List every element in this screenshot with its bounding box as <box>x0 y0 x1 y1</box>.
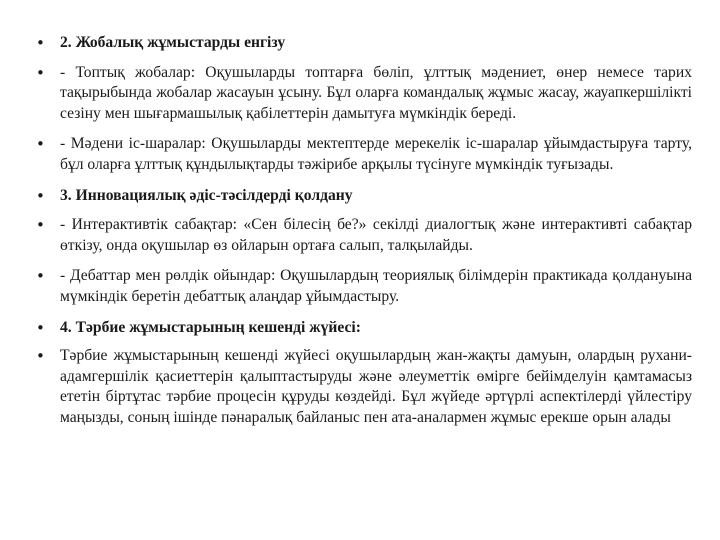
bullet-icon: • <box>36 318 45 337</box>
section-heading-text: 2. Жобалық жұмыстарды енгізу <box>60 34 286 51</box>
section-heading-text: 3. Инновациялық әдіс-тәсілдерді қолдану <box>60 186 353 204</box>
list-item-upbringing-description <box>36 346 692 428</box>
list-item-text: - Интерактивтік сабақтар: «Сен білесің бе?» секілді диалогтық және интерактивті сабақтар өткізу, онда оқушылар өз ойларын ортаға салып, талқылайды. <box>60 216 692 254</box>
bullet-icon: • <box>36 34 45 52</box>
bullet-icon: • <box>36 63 45 82</box>
section-heading-text: 4. Тәрбие жұмыстарының кешенді жүйесі: <box>60 318 361 336</box>
list-item-text: - Топтық жобалар: Оқушыларды топтарға бөліп, ұлттық мәдениет, өнер немесе тарих тақырыбында жобалар жасауын ұсыну. Бұл оларға командалық жұмыс жасау, жауапкершілікті сезіну мен шығармашылық қабілеттерін дамытуға мүмкіндік береді. <box>60 63 692 122</box>
section-heading-project-work <box>36 33 692 54</box>
bullet-icon: • <box>36 216 45 235</box>
section-heading-innovative-methods <box>36 186 692 207</box>
bullet-list <box>36 33 692 439</box>
bullet-icon: • <box>36 135 45 154</box>
list-item-interactive-lessons <box>36 215 692 256</box>
list-item-group-projects <box>36 63 692 125</box>
bullet-icon: • <box>36 347 45 366</box>
list-item-text: Тәрбие жұмыстарының кешенді жүйесі оқушылардың жан-жақты дамуын, олардың рухани-адамгершілік қасиеттерін қалыптастыруды және әлеуметтік өмірге бейімделуін қамтамасыз ететін біртұтас тәрбие процесін құруды көздейді. Бұл жүйеде әртүрлі аспектілерді үйлестіру маңызды, соның ішінде пәнаралық байланыс пен ата-аналармен жұмыс ерекше орын алады <box>60 347 692 426</box>
list-item-cultural-events <box>36 134 692 175</box>
list-item-text: - Дебаттар мен рөлдік ойындар: Оқушылардың теориялық білімдерін практикада қолдануына мүмкіндік беретін дебаттық алаңдар ұйымдастыру. <box>60 267 692 305</box>
bullet-icon: • <box>36 267 45 286</box>
list-item-debates <box>36 266 692 307</box>
section-heading-upbringing-system <box>36 318 692 339</box>
bullet-icon: • <box>36 186 45 205</box>
list-item-text: - Мәдени іс-шаралар: Оқушыларды мектептерде мерекелік іс-шаралар ұйымдастыруға тарту, бұл оларға ұлттық құндылықтарды тәжірибе арқылы түсінуге мүмкіндік туғызады. <box>60 135 692 173</box>
